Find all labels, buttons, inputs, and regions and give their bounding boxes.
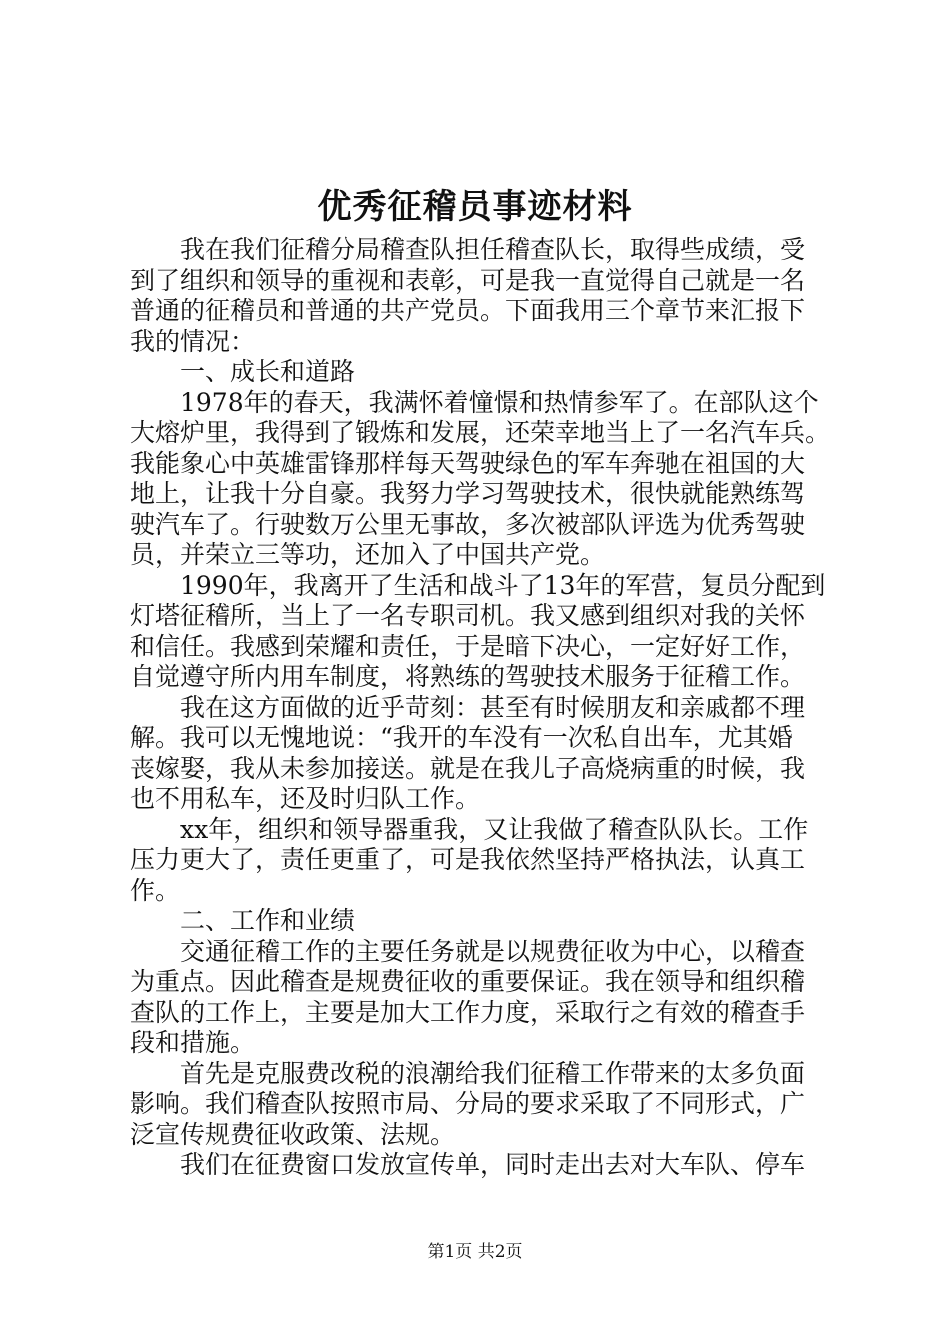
text-line: 自觉遵守所内用车制度，将熟练的驾驶技术服务于征稽工作。	[130, 662, 806, 691]
text-line: 首先是克服费改税的浪潮给我们征稽工作带来的太多负面	[180, 1058, 806, 1088]
text-line: 我们在征费窗口发放宣传单，同时走出去对大车队、停车	[180, 1150, 806, 1179]
text-line: 丧嫁娶，我从未参加接送。就是在我儿子高烧病重的时候，我	[130, 753, 806, 783]
text-line: xx年，组织和领导器重我，又让我做了稽查队队长。工作	[180, 814, 809, 844]
text-line: 二、工作和业绩	[180, 906, 356, 935]
text-line: 员，并荣立三等功，还加入了中国共产党。	[130, 540, 606, 569]
page-footer: 第1页 共2页	[427, 1242, 523, 1262]
text-line: 大熔炉里，我得到了锻炼和发展，还荣幸地当上了一名汽车兵。	[130, 418, 831, 447]
text-line: 段和措施。	[130, 1028, 256, 1057]
text-line: 也不用私车，还及时归队工作。	[130, 784, 481, 813]
text-line: 到了组织和领导的重视和表彰，可是我一直觉得自己就是一名	[130, 265, 806, 295]
document-title: 优秀征稽员事迹材料	[317, 187, 633, 227]
text-line: 普通的征稽员和普通的共产党员。下面我用三个章节来汇报下	[130, 296, 806, 325]
text-line: 作。	[130, 875, 181, 905]
text-line: 压力更大了，责任更重了，可是我依然坚持严格执法，认真工	[130, 845, 806, 874]
text-line: 我在这方面做的近乎苛刻：甚至有时候朋友和亲戚都不理	[180, 692, 806, 722]
text-line: 交通征稽工作的主要任务就是以规费征收为中心，以稽查	[180, 936, 806, 966]
text-line: 影响。我们稽查队按照市局、分局的要求采取了不同形式，广	[130, 1089, 806, 1118]
text-line: 1990年，我离开了生活和战斗了13年的军营，复员分配到	[180, 570, 826, 600]
text-line: 为重点。因此稽查是规费征收的重要保证。我在领导和组织稽	[130, 967, 806, 996]
text-line: 泛宣传规费征收政策、法规。	[130, 1119, 456, 1149]
text-line: 我在我们征稽分局稽查队担任稽查队长，取得些成绩，受	[180, 235, 806, 264]
text-line: 1978年的春天，我满怀着憧憬和热情参军了。在部队这个	[180, 387, 819, 417]
text-line: 灯塔征稽所，当上了一名专职司机。我又感到组织对我的关怀	[130, 601, 806, 630]
text-line: 驶汽车了。行驶数万公里无事故，多次被部队评选为优秀驾驶	[130, 509, 806, 539]
text-line: 我能象心中英雄雷锋那样每天驾驶绿色的军车奔驰在祖国的大	[130, 448, 806, 478]
document-body	[130, 235, 840, 1181]
text-line: 我的情况：	[130, 326, 256, 356]
text-line: 和信任。我感到荣耀和责任，于是暗下决心，一定好好工作，	[130, 631, 806, 661]
text-line: 解。我可以无愧地说：“我开的车没有一次私自出车，尤其婚	[130, 723, 793, 752]
text-line: 查队的工作上，主要是加大工作力度，采取行之有效的稽查手	[130, 997, 806, 1027]
text-line: 地上，让我十分自豪。我努力学习驾驶技术，很快就能熟练驾	[130, 479, 806, 508]
text-line: 一、成长和道路	[180, 357, 356, 386]
